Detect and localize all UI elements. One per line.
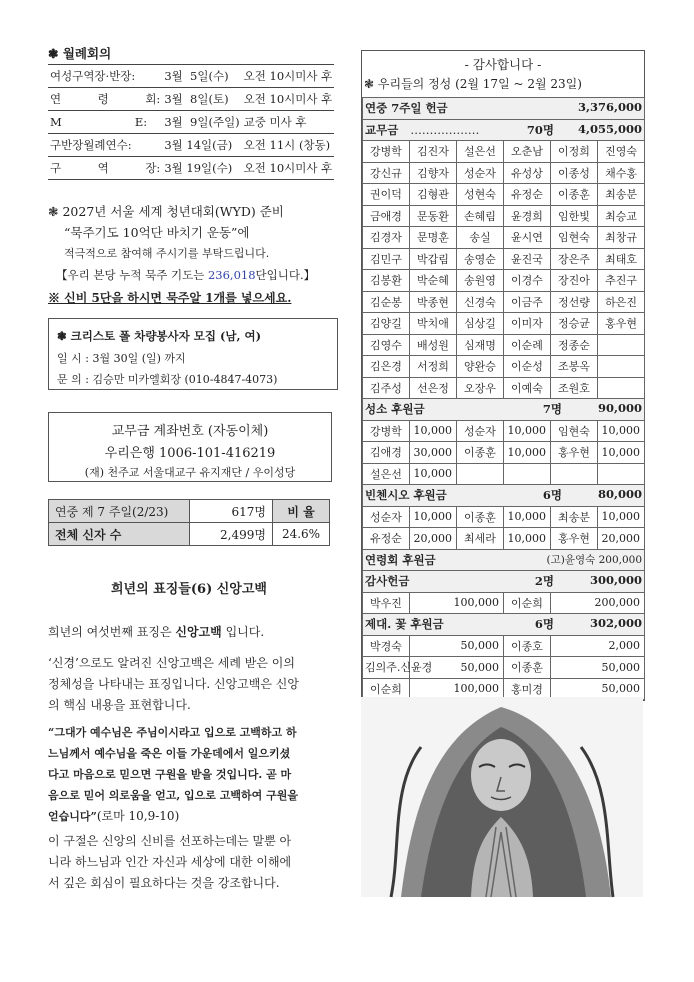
volunteer-title: 크리스토 폴 차량봉사자 모집 (남, 여)	[70, 329, 262, 343]
tithe-name: 송영순	[457, 248, 504, 270]
collection-row: 연중 7주일 헌금 3,376,000	[363, 98, 645, 120]
vincent-row	[363, 528, 645, 550]
tithe-name: 배성원	[410, 334, 457, 356]
tithe-name-row	[363, 227, 645, 249]
tithe-name-row	[363, 377, 645, 399]
tithe-name-row	[363, 313, 645, 335]
vincent-name: 홍우현	[551, 528, 598, 550]
tithe-name: 설은선	[457, 141, 504, 163]
meeting-date: 3월 9일(주일)	[162, 111, 241, 134]
flower-amount: 50,000	[551, 678, 645, 700]
wyd-line3: 적극적으로 참여해 주시기를 부탁드립니다.	[64, 247, 270, 260]
flower-name: 이종훈	[504, 657, 551, 679]
tithe-name: 김민구	[363, 248, 410, 270]
volunteer-contact: 문 의 : 김승만 미카엘회장 (010-4847-4073)	[57, 373, 278, 386]
tithe-name: 정종순	[551, 334, 598, 356]
vincent-amount: 20,000	[410, 528, 457, 550]
tithe-name: 심상길	[457, 313, 504, 335]
meeting-time: 오전 11시 (창동)	[242, 134, 335, 157]
rosary-note: ※ 신비 5단을 하시면 묵주알 1개를 넣으세요.	[48, 291, 292, 305]
tithe-name: 조봉옥	[551, 356, 598, 378]
article-p3: 이 구절은 신앙의 신비를 선포하는데는 말뿐 아 니라 하느님과 인간 자신과 세상에 대한 이해에 서 깊은 회심이 필요하다는 것을 강조합니다.	[48, 834, 292, 890]
tithe-name: 오춘남	[504, 141, 551, 163]
flower-row	[363, 635, 645, 657]
flower-header-row: 제대. 꽃 후원금 302,000 6명	[363, 614, 645, 636]
seongso-header-row: 성소 후원금 90,000 7명	[363, 399, 645, 421]
tithe-name: 박순혜	[410, 270, 457, 292]
tithe-name: 진영숙	[598, 141, 645, 163]
gamsa-header-row: 감사헌금 300,000 2명	[363, 571, 645, 593]
yeonryeong-header-row: 연령회 후원금 (고)윤영숙 200,000	[363, 549, 645, 571]
tithe-name: 김양길	[363, 313, 410, 335]
gamsa-row	[363, 592, 645, 614]
tithe-name: 이종훈	[551, 184, 598, 206]
tithe-name: 금애경	[363, 205, 410, 227]
flower-name: 이순희	[363, 678, 410, 700]
meeting-row	[48, 65, 334, 88]
meeting-schedule-table	[48, 64, 334, 180]
flower-amount: 50,000	[410, 657, 504, 679]
tithe-name	[598, 356, 645, 378]
meeting-time: 오전 10시미사 후	[242, 65, 335, 88]
vincent-name: 이종훈	[457, 506, 504, 528]
tithe-name: 김봉환	[363, 270, 410, 292]
article-p1: 희년의 여섯번째 표징은 신앙고백 입니다.	[48, 625, 265, 639]
seongso-name: 강병학	[363, 420, 410, 442]
tithe-name: 권이덕	[363, 184, 410, 206]
meeting-name: 구반장월례연수:	[48, 134, 162, 157]
seongso-name	[457, 463, 504, 485]
seongso-row	[363, 442, 645, 464]
flower-amount: 100,000	[410, 678, 504, 700]
total-members-value: 2,499명	[190, 523, 273, 546]
gamsa-amount: 100,000	[410, 592, 504, 614]
tithe-name: 이예숙	[504, 377, 551, 399]
tithe-name: 박치애	[410, 313, 457, 335]
tithe-name	[598, 377, 645, 399]
tithe-name: 이순례	[504, 334, 551, 356]
seongso-name: 성순자	[457, 420, 504, 442]
tithe-name: 채수홍	[598, 162, 645, 184]
tithe-name: 하은진	[598, 291, 645, 313]
flower-name: 이종호	[504, 635, 551, 657]
account-number: 우리은행 1006-101-416219	[104, 446, 276, 461]
tithe-name: 오장우	[457, 377, 504, 399]
vincent-name: 최세라	[457, 528, 504, 550]
flower-amount: 2,000	[551, 635, 645, 657]
tithe-name: 문동환	[410, 205, 457, 227]
tithe-name-row	[363, 334, 645, 356]
article-body	[48, 622, 340, 894]
seongso-row	[363, 463, 645, 485]
meeting-name: 여성구역장·반장:	[48, 65, 162, 88]
wyd-notice	[48, 202, 338, 306]
tithe-name: 강병학	[363, 141, 410, 163]
tithe-name: 최태호	[598, 248, 645, 270]
thanks-period: 우리들의 정성 (2월 17일 ~ 2월 23일)	[377, 77, 582, 91]
attendance-stats-table	[48, 499, 330, 546]
tithe-name: 윤진국	[504, 248, 551, 270]
vincent-amount: 10,000	[504, 506, 551, 528]
tithe-name: 선은정	[410, 377, 457, 399]
tithe-name: 유성상	[504, 162, 551, 184]
donation-table	[362, 97, 645, 700]
tithe-name: 장은주	[551, 248, 598, 270]
tithe-name-row	[363, 356, 645, 378]
tithe-name: 강신규	[363, 162, 410, 184]
total-members-label: 전체 신자 수	[49, 523, 190, 546]
asterism-icon: ❃	[48, 204, 59, 219]
vincent-name: 유정순	[363, 528, 410, 550]
meeting-row	[48, 111, 334, 134]
seongso-amount: 10,000	[410, 463, 457, 485]
asterism-icon: ❃	[364, 77, 375, 91]
seongso-amount: 10,000	[504, 420, 551, 442]
meeting-date: 3월 5일(수)	[162, 65, 241, 88]
tithe-name-row	[363, 141, 645, 163]
meeting-name: 구 역 장:	[50, 161, 161, 175]
seongso-amount: 10,000	[598, 420, 645, 442]
seongso-name: 임현숙	[551, 420, 598, 442]
flower-name: 박경숙	[363, 635, 410, 657]
vincent-name: 최송분	[551, 506, 598, 528]
flower-name: 김의주.신윤경	[363, 657, 410, 679]
rosary-total: 【우리 본당 누적 묵주 기도는 236,018단입니다.】	[56, 268, 316, 282]
article-p2: ‘신경’으로도 알려진 신앙고백은 세례 받은 이의 정체성을 나타내는 표징입니다. 신앙고백은 신앙 의 핵심 내용을 표현합니다.	[48, 656, 299, 712]
tithe-name: 추진구	[598, 270, 645, 292]
gamsa-name: 이순희	[504, 592, 551, 614]
account-box	[48, 412, 332, 482]
tithe-name: 박갑림	[410, 248, 457, 270]
tithe-name: 송실	[457, 227, 504, 249]
tithe-name: 조원호	[551, 377, 598, 399]
seongso-name: 설은선	[363, 463, 410, 485]
wyd-title: 2027년 서울 세계 청년대회(WYD) 준비	[62, 204, 284, 219]
meeting-name: M E:	[48, 111, 162, 134]
gamsa-amount: 200,000	[551, 592, 645, 614]
flower-amount: 50,000	[410, 635, 504, 657]
tithe-name: 이경수	[504, 270, 551, 292]
tithe-name: 김은경	[363, 356, 410, 378]
tithe-name: 이미자	[504, 313, 551, 335]
tithe-name: 이정희	[551, 141, 598, 163]
tithe-name: 박종현	[410, 291, 457, 313]
seongso-name: 홍우현	[551, 442, 598, 464]
account-title: 교무금 계좌번호 (자동이체)	[111, 424, 269, 439]
tithe-name: 윤경희	[504, 205, 551, 227]
account-holder: (재) 천주교 서울대교구 유지재단 / 우이성당	[84, 466, 296, 479]
thanks-panel	[361, 50, 645, 701]
seongso-amount: 10,000	[504, 442, 551, 464]
vincent-amount: 10,000	[598, 506, 645, 528]
tithe-name: 성현숙	[457, 184, 504, 206]
meeting-time: 오전 10시미사 후	[243, 161, 333, 175]
meeting-date: 3월 19일(수)	[164, 161, 233, 175]
seongso-row	[363, 420, 645, 442]
tithe-name: 윤시연	[504, 227, 551, 249]
tithe-name-row	[363, 270, 645, 292]
tithe-name: 유정순	[504, 184, 551, 206]
rosary-total-value: 236,018	[207, 268, 256, 282]
week-attendance-value: 617명	[190, 500, 273, 523]
asterism-icon: ❃	[48, 46, 59, 61]
asterism-icon: ❃	[57, 329, 67, 343]
tithe-name: 이종성	[551, 162, 598, 184]
tithe-name: 양완승	[457, 356, 504, 378]
tithe-name: 김형관	[410, 184, 457, 206]
meeting-date: 3월 14일(금)	[162, 134, 241, 157]
tithe-name-row	[363, 248, 645, 270]
vincent-amount: 10,000	[410, 506, 457, 528]
tithe-name-row	[363, 184, 645, 206]
tithe-header-row: 교무금 ……………… 4,055,000 70명	[363, 119, 645, 141]
seongso-amount: 10,000	[598, 442, 645, 464]
week-attendance-label: 연중 제 7 주일(2/23)	[49, 500, 190, 523]
vincent-amount: 20,000	[598, 528, 645, 550]
meeting-row	[48, 88, 334, 111]
seongso-name	[551, 463, 598, 485]
volunteer-date: 일 시 : 3월 30일 (일) 까지	[57, 352, 186, 365]
volunteer-box	[48, 318, 338, 390]
tithe-name: 서정희	[410, 356, 457, 378]
seongso-name: 이종훈	[457, 442, 504, 464]
tithe-name	[598, 334, 645, 356]
tithe-name: 김진자	[410, 141, 457, 163]
ratio-value: 24.6%	[273, 523, 330, 546]
meeting-name: 연 령 회:	[48, 88, 162, 111]
gamsa-name: 박우진	[363, 592, 410, 614]
vincent-header-row: 빈첸시오 후원금 80,000 6명	[363, 485, 645, 507]
meeting-row	[48, 134, 334, 157]
tithe-name: 최송분	[598, 184, 645, 206]
vincent-amount: 10,000	[504, 528, 551, 550]
tithe-name: 이순성	[504, 356, 551, 378]
thanks-title: - 감사합니다 -	[464, 57, 542, 72]
tithe-name: 문명훈	[410, 227, 457, 249]
tithe-name: 정선량	[551, 291, 598, 313]
tithe-name: 성순자	[457, 162, 504, 184]
tithe-name: 정승균	[551, 313, 598, 335]
tithe-name: 임한빛	[551, 205, 598, 227]
flower-amount: 50,000	[551, 657, 645, 679]
meeting-time: 오전 10시미사 후	[242, 88, 335, 111]
tithe-name: 김주성	[363, 377, 410, 399]
wyd-line2: “묵주기도 10억단 바치기 운동”에	[64, 225, 250, 240]
vincent-row	[363, 506, 645, 528]
tithe-name: 신경숙	[457, 291, 504, 313]
flower-row	[363, 657, 645, 679]
article-title: 희년의 표징들(6) 신앙고백	[111, 582, 267, 597]
tithe-name: 김영수	[363, 334, 410, 356]
tithe-name: 홍우현	[598, 313, 645, 335]
meeting-section-title: ❃ 월례회의	[48, 46, 112, 61]
tithe-name-row	[363, 291, 645, 313]
seongso-amount: 10,000	[410, 420, 457, 442]
seongso-amount	[598, 463, 645, 485]
tithe-name: 임현숙	[551, 227, 598, 249]
seongso-amount	[504, 463, 551, 485]
praying-woman-illustration	[361, 697, 643, 897]
seongso-amount: 30,000	[410, 442, 457, 464]
tithe-name: 김순봉	[363, 291, 410, 313]
meeting-date: 3월 8일(토)	[162, 88, 241, 111]
tithe-name: 심재명	[457, 334, 504, 356]
tithe-name: 송원영	[457, 270, 504, 292]
vincent-name: 성순자	[363, 506, 410, 528]
meeting-row	[48, 157, 334, 180]
tithe-name-row	[363, 162, 645, 184]
tithe-name: 이금주	[504, 291, 551, 313]
meeting-time: 교중 미사 후	[242, 111, 335, 134]
flower-name: 홍미경	[504, 678, 551, 700]
tithe-name: 최승교	[598, 205, 645, 227]
tithe-name: 김향자	[410, 162, 457, 184]
tithe-name-row	[363, 205, 645, 227]
tithe-name: 최창규	[598, 227, 645, 249]
article-quote: “그대가 예수님은 주님이시라고 입으로 고백하고 하 느님께서 예수님을 죽은 이들 가운데에서 일으키셨 다고 마음으로 믿으면 구원을 받을 것입니다. 곧 마 음으로 믿어 의로움을 얻고, 입으로 고백하여 구원을 얻습니다”(로마 10,9-10)	[48, 726, 298, 823]
ratio-label: 비 율	[273, 500, 330, 523]
seongso-name: 김애경	[363, 442, 410, 464]
tithe-name: 장진아	[551, 270, 598, 292]
tithe-name: 손혜림	[457, 205, 504, 227]
tithe-name: 김경자	[363, 227, 410, 249]
